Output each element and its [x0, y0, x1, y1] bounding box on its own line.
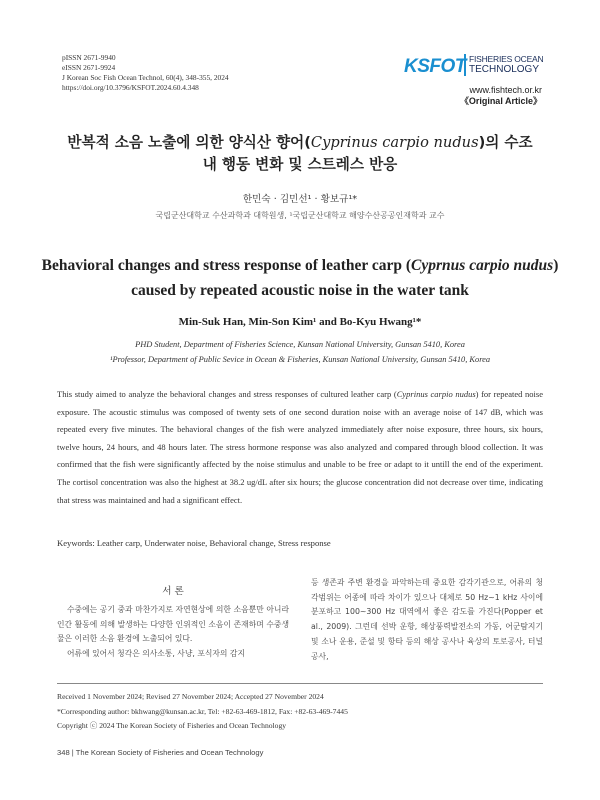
website-link[interactable]: www.fishtech.or.kr — [469, 85, 542, 95]
corresponding-author: *Corresponding author: bkhwang@kunsan.ac.kr, Tel: +82-63-469-1812, Fax: +82-63-469-7445 — [57, 706, 348, 716]
ko-title-species: Cyprinus carpio nudus — [310, 134, 479, 151]
logo-text — [464, 54, 551, 76]
ko-title-part1: 반복적 소음 노출에 의한 양식산 향어( — [67, 134, 311, 151]
body-paragraph: 어류에 있어서 청각은 의사소통, 사냥, 포식자의 감지 — [67, 649, 245, 659]
pissn: pISSN 2671-9940 — [62, 53, 116, 62]
footnotes — [57, 690, 348, 734]
abstract — [57, 386, 543, 509]
korean-affiliations: 국립군산대학교 수산과학과 대학원생, ¹국립군산대학교 해양수산공공인재학과 교수 — [155, 211, 445, 220]
doi-link[interactable]: https://doi.org/10.3796/KSFOT.2024.60.4.348 — [62, 83, 199, 92]
eissn: eISSN 2671-9924 — [62, 63, 116, 72]
body-column-right — [311, 576, 543, 664]
logo-line2: TECHNOLOGY — [469, 64, 540, 75]
en-title-part2: ) — [553, 257, 559, 274]
article-type: 《Original Article》 — [459, 96, 542, 106]
en-title-line2: caused by repeated acoustic noise in the water tank — [131, 282, 469, 299]
en-title-part1: Behavioral changes and stress response of leather carp ( — [41, 257, 412, 274]
logo-line1: FISHERIES OCEAN — [469, 54, 544, 64]
en-affiliation-2: ¹Professor, Department of Public Sevice in Ocean & Fisheries, Kunsan National University, Gunsan 5410, Korea — [109, 355, 491, 364]
abstract-part1: This study aimed to analyze the behavioral changes and stress responses of cultured leather carp ( — [57, 389, 397, 399]
body-paragraph: 수중에는 공기 중과 마찬가지로 자연현상에 의한 소음뿐만 아니라 인간 활동에 의해 발생하는 다양한 인위적인 소음이 존재하며 수중생물은 이러한 소음 환경에 노출되어 있다. — [57, 605, 289, 644]
issn-block — [62, 53, 229, 93]
footnote-divider — [57, 683, 543, 684]
body-paragraph: 등 생존과 주변 환경을 파악하는데 중요한 감각기관으로, 어류의 청각범위는 어종에 따라 차이가 있으나 대체로 50 Hz~1 kHz 사이에 분포하고 100~300 Hz 대역에서 좋은 감도를 가진다(Popper et al., 2009). 그런데 선박 운항, 해상풍력발전소의 가동, 어군탐지기 및 소나 운용, 준설 및 항타 등의 해상 공사나 육상의 토로공사, 터널공사, — [311, 578, 543, 661]
en-title-species: Cyprnus carpio nudus — [411, 257, 554, 274]
abstract-part2: ) for repeated noise exposure. The acoustic stimulus was composed of twenty sets of one second duration noise with an average noise of 147 dB, which was repeated every five minutes. The behavioral changes of the fish were analyzed immediately after noise exposure, three hours, six hours, twelve hours, 24 hours, and 48 hours later. The stress hormone response was also analyzed and compared through blood collection. It was confirmed that the fish were significantly affected by the noise stimulus and unable to be free or adapt to it untill the end of the experiment. The cortisol concentration was also the highest at 38.2 ug/dL after six hours; the glucose concentration did not decrease over time, indicating that stress was maintained and had a significant effect. — [57, 389, 544, 505]
citation: J Korean Soc Fish Ocean Technol, 60(4), 348-355, 2024 — [62, 73, 229, 82]
body-column-left — [57, 586, 289, 662]
english-affiliations — [40, 337, 560, 367]
ko-title-line2: 내 행동 변화 및 스트레스 반응 — [202, 156, 398, 173]
journal-logo — [404, 54, 544, 78]
ko-title-part2: )의 수조 — [478, 134, 533, 151]
copyright: Copyright ⓒ 2024 The Korean Society of Fisheries and Ocean Technology — [57, 721, 287, 731]
korean-authors: 한민숙 · 김민선¹ · 황보규¹* — [242, 194, 358, 205]
english-title — [40, 253, 560, 303]
section-title: 서 론 — [162, 586, 184, 597]
page-number: 348 | The Korean Society of Fisheries and Ocean Technology — [57, 748, 264, 757]
journal-site — [460, 85, 542, 107]
logo-mark: KSFOT — [404, 56, 466, 77]
en-affiliation-1: PHD Student, Department of Fisheries Science, Kunsan National University, Gunsan 5410, Korea — [135, 340, 465, 349]
keywords: Keywords: Leather carp, Underwater noise, Behavioral change, Stress response — [57, 538, 331, 548]
english-authors: Min-Suk Han, Min-Son Kim¹ and Bo-Kyu Hwang¹* — [178, 316, 422, 328]
abstract-species: Cyprinus carpio nudus — [396, 389, 476, 399]
received-dates: Received 1 November 2024; Revised 27 November 2024; Accepted 27 November 2024 — [57, 692, 324, 701]
korean-title — [40, 132, 560, 176]
